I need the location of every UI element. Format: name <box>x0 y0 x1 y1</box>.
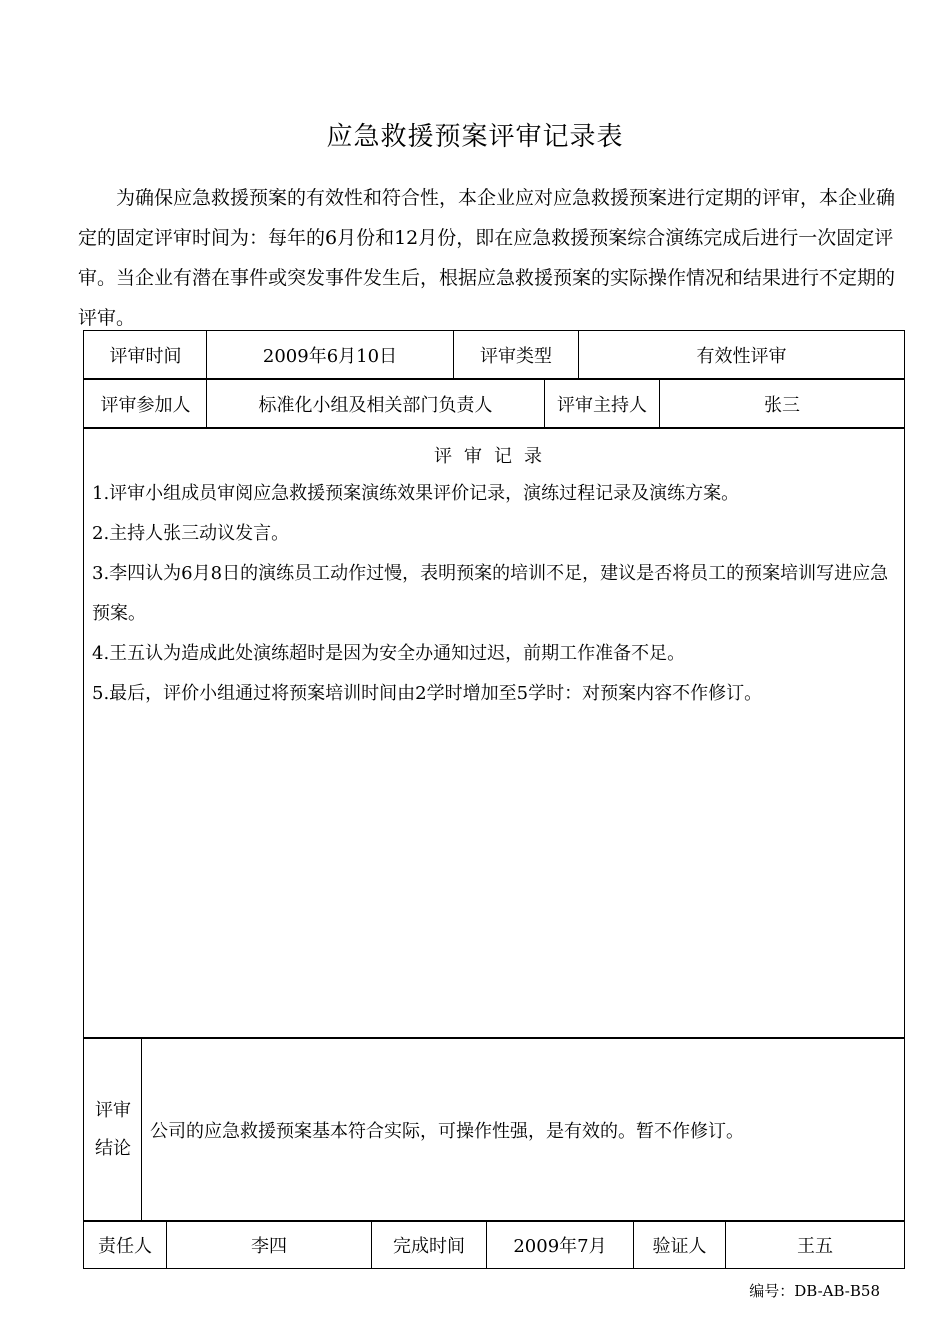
responsible-label: 责任人 <box>98 1235 152 1257</box>
conclusion-label-line2: 结论 <box>95 1137 131 1159</box>
verifier-value: 王五 <box>797 1235 833 1257</box>
conclusion-label-line1: 评审 <box>95 1099 131 1121</box>
responsibility-row <box>83 1220 905 1269</box>
review-type-label: 评审类型 <box>480 346 552 367</box>
host-value: 张三 <box>764 394 800 416</box>
review-info-row <box>83 330 905 380</box>
host-label: 评审主持人 <box>557 394 647 416</box>
participants-row <box>83 378 905 429</box>
conclusion-text: 公司的应急救援预案基本符合实际，可操作性强，是有效的。暂不作修订。 <box>150 1120 744 1142</box>
record-item-2: 2.主持人张三动议发言。 <box>92 523 290 544</box>
divider <box>141 1038 142 1221</box>
review-time-value: 2009年6月10日 <box>262 346 398 367</box>
review-type-value: 有效性评审 <box>696 346 787 367</box>
participants-label: 评审参加人 <box>100 394 191 416</box>
record-item-4: 4.王五认为造成此处演练超时是因为安全办通知过迟，前期工作准备不足。 <box>92 643 686 664</box>
record-item-3: 3.李四认为6月8日的演练员工动作过慢，表明预案的培训不足，建议是否将员工的预案培训写进应急预案。 <box>92 563 889 624</box>
finish-time-label: 完成时间 <box>393 1235 465 1257</box>
document-title: 应急救援预案评审记录表 <box>326 122 624 152</box>
review-record-section <box>83 427 905 1039</box>
participants-value: 标准化小组及相关部门负责人 <box>258 394 493 416</box>
responsible-value: 李四 <box>251 1235 287 1257</box>
finish-time-value: 2009年7月 <box>513 1235 607 1257</box>
record-item-1: 1.评审小组成员审阅应急救援预案演练效果评价记录，演练过程记录及演练方案。 <box>92 483 740 504</box>
intro-text: 为确保应急救援预案的有效性和符合性，本企业应对应急救援预案进行定期的评审，本企业确定的固定评审时间为：每年的6月份和12月份，即在应急救援预案综合演练完成后进行一次固定评审。当企业有潜在事件或突发事件发生后，根据应急救援预案的实际操作情况和结果进行不定期的评审。 <box>78 187 896 329</box>
record-item-5: 5.最后，评价小组通过将预案培训时间由2学时增加至5学时：对预案内容不作修订。 <box>92 683 763 704</box>
verifier-label: 验证人 <box>652 1235 707 1257</box>
intro-paragraph <box>78 178 896 338</box>
conclusion-label <box>84 1038 142 1221</box>
record-heading: 评审记录 <box>434 446 554 467</box>
review-time-label: 评审时间 <box>109 346 182 367</box>
document-code: 编号：DB-AB-B58 <box>749 1282 880 1300</box>
conclusion-row <box>83 1037 905 1222</box>
